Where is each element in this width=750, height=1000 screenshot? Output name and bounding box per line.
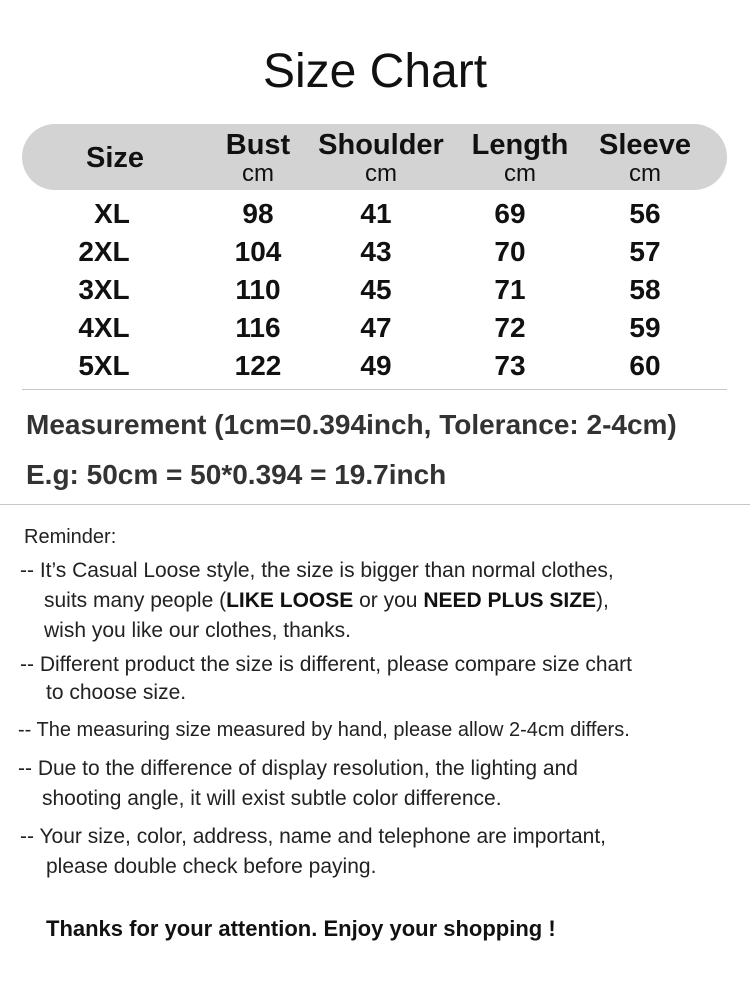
length-cell: 70 — [494, 236, 526, 267]
divider — [22, 389, 727, 390]
column-label: Shoulder — [318, 129, 444, 161]
text: suits many people ( — [44, 589, 227, 612]
length-cell: 73 — [494, 350, 526, 381]
column-header-sleeve — [575, 129, 715, 187]
column-header-length — [450, 129, 590, 187]
column-label: Length — [471, 129, 569, 161]
table-row — [0, 350, 750, 388]
reminder-item: -- The measuring size measured by hand, please allow 2-4cm differs. — [18, 719, 630, 741]
reminder-item-continuation: wish you like our clothes, thanks. — [44, 619, 351, 642]
reminder-item-continuation: please double check before paying. — [46, 855, 377, 878]
size-cell: 2XL — [78, 236, 130, 267]
reminder-item: -- Your size, color, address, name and telephone are important, — [20, 825, 607, 848]
reminder-heading: Reminder: — [24, 526, 117, 548]
sleeve-cell: 57 — [629, 236, 661, 267]
table-row — [0, 312, 750, 350]
column-label: Bust — [225, 129, 291, 161]
size-cell: 4XL — [78, 312, 130, 343]
page-title: Size Chart — [262, 45, 488, 98]
reminder-item: -- Due to the difference of display resolution, the lighting and — [18, 757, 578, 780]
shoulder-cell: 41 — [360, 198, 392, 229]
sleeve-cell: 56 — [629, 198, 661, 229]
size-cell: 3XL — [78, 274, 130, 305]
divider — [0, 504, 750, 505]
sleeve-cell: 59 — [629, 312, 661, 343]
measurement-note: Measurement (1cm=0.394inch, Tolerance: 2-4cm) — [26, 409, 677, 440]
size-cell: 5XL — [78, 350, 130, 381]
reminder-item: -- It’s Casual Loose style, the size is bigger than normal clothes, — [20, 559, 614, 582]
sleeve-cell: 60 — [629, 350, 661, 381]
emphasis-need-plus-size: NEED PLUS SIZE — [423, 589, 597, 612]
shoulder-cell: 49 — [360, 350, 392, 381]
bust-cell: 98 — [242, 198, 274, 229]
column-header-shoulder — [311, 129, 451, 187]
size-column-header: Size — [86, 142, 145, 174]
reminder-item: -- Different product the size is different, please compare size chart — [20, 653, 633, 676]
length-cell: 69 — [494, 198, 526, 229]
bust-cell: 122 — [234, 350, 282, 381]
text: ), — [596, 589, 609, 612]
text: or you — [353, 589, 424, 612]
closing-message: Thanks for your attention. Enjoy your shopping ! — [46, 916, 556, 941]
table-row — [0, 274, 750, 312]
shoulder-cell: 43 — [360, 236, 392, 267]
sleeve-cell: 58 — [629, 274, 661, 305]
column-unit: cm — [629, 160, 661, 187]
table-row — [0, 236, 750, 274]
bust-cell: 110 — [235, 274, 281, 305]
length-cell: 71 — [494, 274, 526, 305]
conversion-example: E.g: 50cm = 50*0.394 = 19.7inch — [26, 459, 447, 490]
shoulder-cell: 47 — [360, 312, 392, 343]
reminder-item-continuation: to choose size. — [46, 681, 187, 704]
bust-cell: 104 — [234, 236, 282, 267]
length-cell: 72 — [494, 312, 526, 343]
column-label: Sleeve — [599, 129, 691, 161]
reminder-item-continuation: shooting angle, it will exist subtle color difference. — [42, 787, 502, 810]
table-row — [0, 198, 750, 236]
column-unit: cm — [365, 160, 397, 187]
shoulder-cell: 45 — [360, 274, 392, 305]
bust-cell: 116 — [235, 312, 281, 343]
size-cell: XL — [94, 198, 130, 229]
column-unit: cm — [242, 160, 274, 187]
emphasis-like-loose: LIKE LOOSE — [226, 589, 354, 612]
column-unit: cm — [504, 160, 536, 187]
column-header-bust — [188, 129, 328, 187]
reminder-item-continuation — [44, 586, 609, 616]
